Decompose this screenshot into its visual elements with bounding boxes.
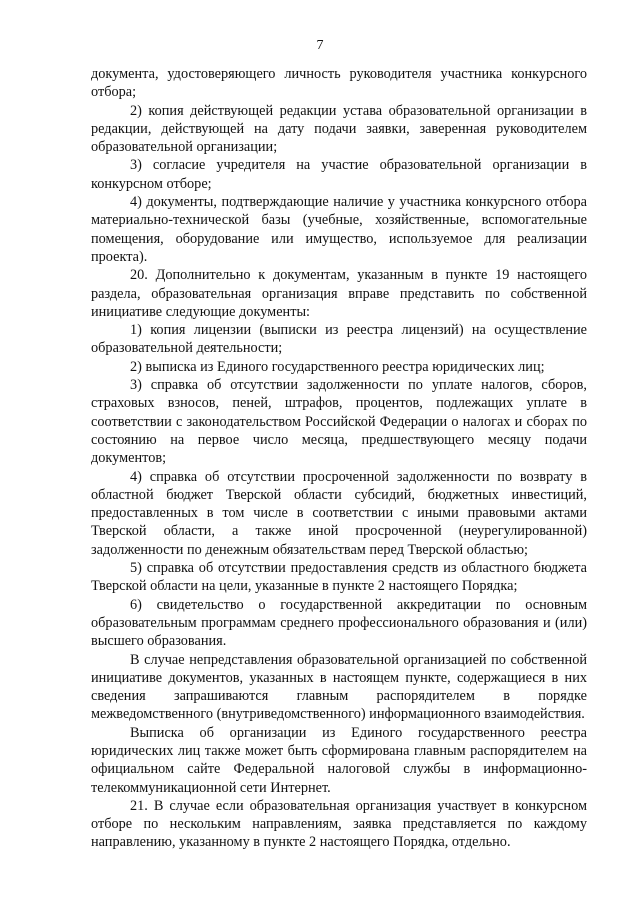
paragraph: В случае непредставления образовательной организацией по собственной инициативе документов, указанных в настоящем пункте, содержащиеся в них сведения запрашиваются главным распорядителем в порядке межведомственного (внутриведомственного) информационного взаимодействия. (91, 651, 587, 723)
paragraph: 21. В случае если образовательная организация участвует в конкурсном отборе по нескольким направлениям, заявка представляется по каждому направлению, указанному в пункте 2 настоящего Порядка, отдельно. (91, 797, 587, 851)
paragraph: 6) свидетельство о государственной аккредитации по основным образовательным программам среднего профессионального образования и (или) высшего образования. (91, 596, 587, 650)
paragraph: 20. Дополнительно к документам, указанным в пункте 19 настоящего раздела, образовательная организация вправе представить по собственной инициативе следующие документы: (91, 267, 587, 320)
document-body (91, 65, 587, 852)
paragraph: 2) копия действующей редакции устава образовательной организации в редакции, действующей на дату подачи заявки, заверенная руководителем образовательной организации; (91, 102, 587, 156)
paragraph: 3) согласие учредителя на участие образовательной организации в конкурсном отборе; (91, 157, 587, 192)
paragraph: 4) документы, подтверждающие наличие у участника конкурсного отбора материально-технической базы (учебные, хозяйственные, вспомогательные помещения, оборудование или имущество, используемое для реализации проекта). (91, 194, 587, 265)
paragraph: документа, удостоверяющего личность руководителя участника конкурсного отбора; (91, 66, 587, 101)
paragraph: 2) выписка из Единого государственного реестра юридических лиц; (130, 358, 545, 375)
paragraph: 3) справка об отсутствии задолженности по уплате налогов, сборов, страховых взносов, пеней, штрафов, процентов, подлежащих уплате в соответствии с законодательством Российской Федерации о налогах и сборах по состоянию на первое число месяца, предшествующего месяцу подачи документов; (91, 377, 587, 467)
paragraph: 1) копия лицензии (выписки из реестра лицензий) на осуществление образовательной деятельности; (91, 322, 587, 357)
page-number: 7 (316, 38, 324, 53)
paragraph: Выписка об организации из Единого государственного реестра юридических лиц также может быть сформирована главным распорядителем на официальном сайте Федеральной налоговой службы в информационно-телекоммуникационной сети Интернет. (91, 724, 587, 796)
paragraph: 5) справка об отсутствии предоставления средств из областного бюджета Тверской области на цели, указанные в пункте 2 настоящего Порядка; (91, 560, 587, 595)
paragraph: 4) справка об отсутствии просроченной задолженности по возврату в областной бюджет Тверской области субсидий, бюджетных инвестиций, предоставленных в том числе в соответствии с иными правовыми актами Тверской области, а также иной просроченной (неурегулированной) задолженности по денежным обязательствам перед Тверской областью; (91, 468, 587, 558)
